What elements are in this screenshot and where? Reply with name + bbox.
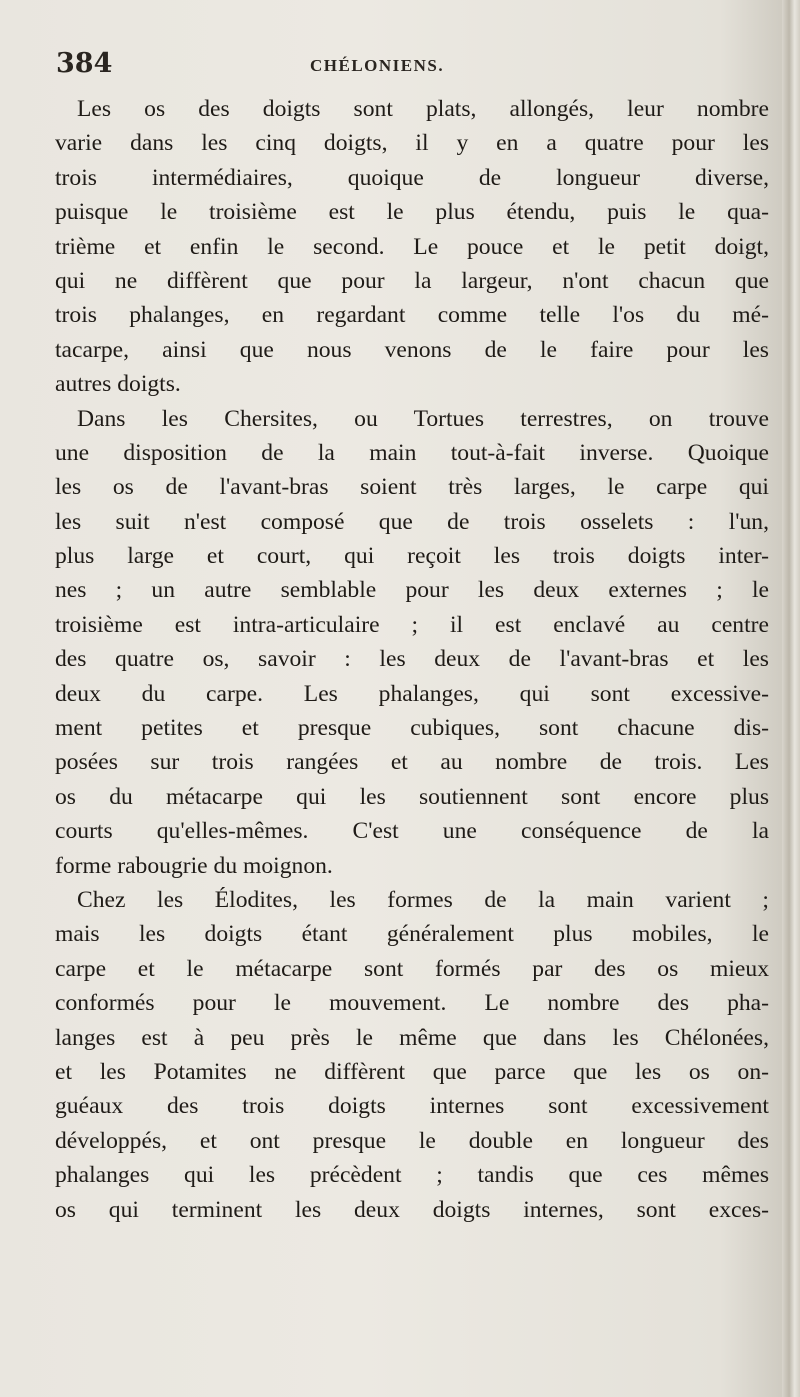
text-line: os qui terminent les deux doigts internes, sont exces- xyxy=(55,1196,769,1223)
text-line: développés, et ont presque le double en longueur des xyxy=(55,1127,769,1154)
text-line: tacarpe, ainsi que nous venons de le faire pour les xyxy=(55,336,769,363)
text-line: langes est à peu près le même que dans les Chélonées, xyxy=(55,1024,769,1051)
text-line: Dans les Chersites, ou Tortues terrestres, on trouve xyxy=(77,405,769,432)
text-line: deux du carpe. Les phalanges, qui sont excessive- xyxy=(55,680,769,707)
text-line: carpe et le métacarpe sont formés par des os mieux xyxy=(55,955,769,982)
text-line: ment petites et presque cubiques, sont chacune dis- xyxy=(55,715,769,742)
text-line: varie dans les cinq doigts, il y en a quatre pour les xyxy=(55,130,769,157)
running-head: CHÉLONIENS. xyxy=(310,56,445,75)
text-line: qui ne diffèrent que pour la largeur, n'ont chacun que xyxy=(55,267,769,294)
text-line: les suit n'est composé que de trois osselets : l'un, xyxy=(55,508,769,535)
text-line: Les os des doigts sont plats, allongés, leur nombre xyxy=(77,96,769,122)
text-line: os du métacarpe qui les soutiennent sont encore plus xyxy=(55,783,769,810)
text-line: trois phalanges, en regardant comme telle l'os du mé- xyxy=(55,302,769,329)
page-header xyxy=(56,48,756,88)
text-line: posées sur trois rangées et au nombre de trois. Les xyxy=(55,749,769,776)
text-line: trois intermédiaires, quoique de longueur diverse, xyxy=(55,164,769,191)
text-line: trième et enfin le second. Le pouce et le petit doigt, xyxy=(55,233,769,260)
page-edge-shadow xyxy=(782,0,800,1397)
text-line: des quatre os, savoir : les deux de l'avant-bras et les xyxy=(55,646,769,673)
text-line: les os de l'avant-bras soient très larges, le carpe qui xyxy=(55,474,769,501)
text-line: courts qu'elles-mêmes. C'est une conséquence de la xyxy=(55,818,769,845)
text-line: autres doigts. xyxy=(55,371,181,398)
text-line: troisième est intra-articulaire ; il est enclavé au centre xyxy=(55,611,769,638)
text-line: nes ; un autre semblable pour les deux externes ; le xyxy=(55,577,769,604)
text-line: mais les doigts étant généralement plus mobiles, le xyxy=(55,921,769,948)
text-line: une disposition de la main tout-à-fait inverse. Quoique xyxy=(55,439,769,466)
text-line: et les Potamites ne diffèrent que parce que les os on- xyxy=(55,1058,769,1085)
text-line: phalanges qui les précèdent ; tandis que ces mêmes xyxy=(55,1162,769,1189)
text-line: puisque le troisième est le plus étendu, puis le qua- xyxy=(55,199,769,226)
text-line: guéaux des trois doigts internes sont excessivement xyxy=(55,1093,769,1120)
text-line: forme rabougrie du moignon. xyxy=(55,852,333,879)
text-line: plus large et court, qui reçoit les trois doigts inter- xyxy=(55,543,769,570)
text-line: conformés pour le mouvement. Le nombre des pha- xyxy=(55,990,769,1017)
body-text xyxy=(55,92,769,1227)
text-line: Chez les Élodites, les formes de la main varient ; xyxy=(77,886,769,913)
page-number: 384 xyxy=(56,48,113,79)
